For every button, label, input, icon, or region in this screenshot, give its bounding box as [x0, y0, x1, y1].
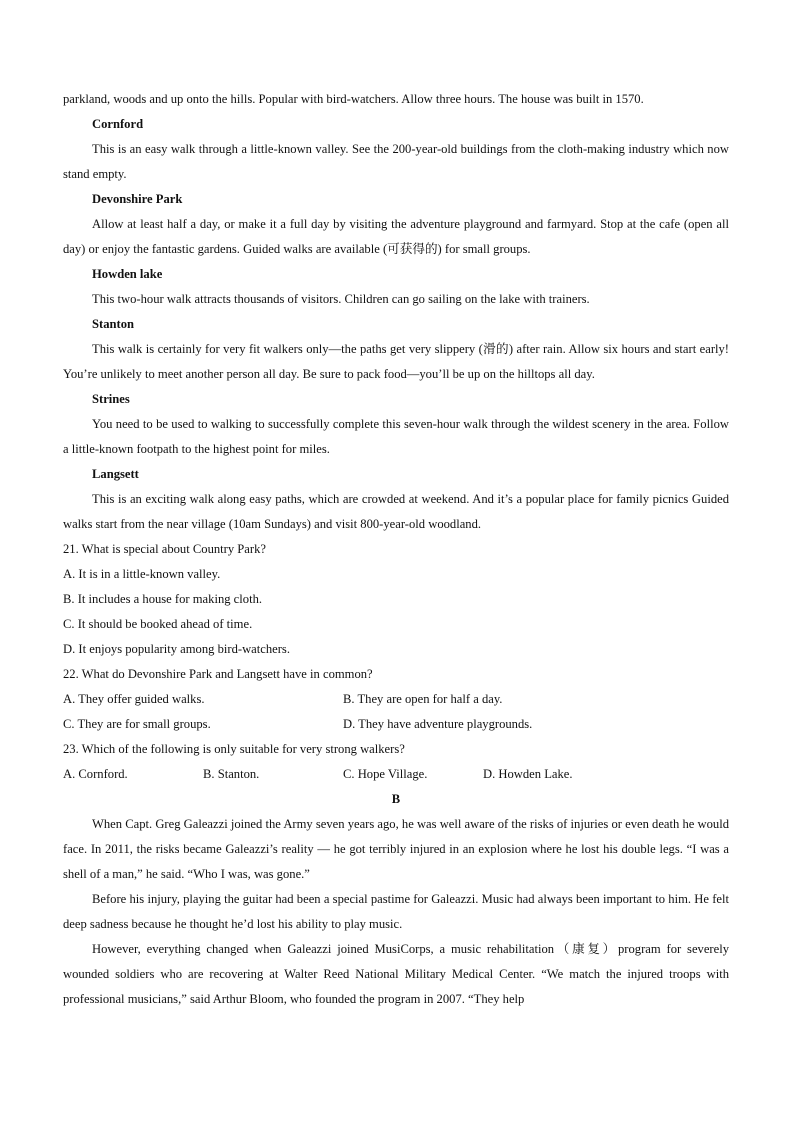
- passage-b-paragraph-3: However, everything changed when Galeazzi joined MusiCorps, a music rehabilitation（康复）program for severely wounded soldiers who are recovering at Walter Reed National Military Medical Center. “We match the injured troops with professional musicians,” said Arthur Bloom, who founded the program in 2007. “They help: [63, 942, 729, 1006]
- q23-option-d: D. Howden Lake.: [483, 767, 573, 781]
- question-23: 23. Which of the following is only suitable for very strong walkers?: [63, 742, 405, 756]
- q23-option-a: A. Cornford.: [63, 767, 128, 781]
- q22-options-row-1: [63, 687, 729, 712]
- q21-option-d: D. It enjoys popularity among bird-watchers.: [63, 642, 290, 656]
- walk-text-howden-lake: This two-hour walk attracts thousands of visitors. Children can go sailing on the lake with trainers.: [92, 292, 590, 306]
- question-21: 21. What is special about Country Park?: [63, 542, 266, 556]
- q22-option-d: D. They have adventure playgrounds.: [343, 717, 533, 731]
- walk-heading-howden-lake: Howden lake: [92, 267, 163, 281]
- walk-text-cornford: This is an easy walk through a little-known valley. See the 200-year-old buildings from the cloth-making industry which now stand empty.: [63, 142, 729, 181]
- q23-option-b: B. Stanton.: [203, 767, 260, 781]
- q22-option-a: A. They offer guided walks.: [63, 692, 205, 706]
- question-22: 22. What do Devonshire Park and Langsett have in common?: [63, 667, 373, 681]
- intro-tail: parkland, woods and up onto the hills. Popular with bird-watchers. Allow three hours. The house was built in 1570.: [63, 92, 644, 106]
- walk-text-langsett: This is an exciting walk along easy paths, which are crowded at weekend. And it’s a popular place for family picnics Guided walks start from the near village (10am Sundays) and visit 800-year-old woodland.: [63, 492, 729, 531]
- passage-b-paragraph-1: When Capt. Greg Galeazzi joined the Army seven years ago, he was well aware of the risks of injuries or even death he would face. In 2011, the risks became Galeazzi’s reality — he got terribly injured in an explosion where he lost his double legs. “I was a shell of a man,” he said. “Who I was, was gone.”: [63, 817, 729, 881]
- passage-b-paragraph-2: Before his injury, playing the guitar had been a special pastime for Galeazzi. Music had always been important to him. He felt deep sadness because he thought he’d lost his ability to play music.: [63, 892, 729, 931]
- walk-heading-cornford: Cornford: [92, 117, 144, 131]
- q21-option-a: A. It is in a little-known valley.: [63, 567, 221, 581]
- section-b-title: B: [391, 792, 401, 806]
- walk-heading-stanton: Stanton: [92, 317, 134, 331]
- q23-options-row: [63, 762, 729, 787]
- document-page: [63, 87, 729, 1012]
- walk-text-strines: You need to be used to walking to successfully complete this seven-hour walk through the wildest scenery in the area. Follow a little-known footpath to the highest point for miles.: [63, 417, 729, 456]
- q22-option-c: C. They are for small groups.: [63, 717, 211, 731]
- q21-option-c: C. It should be booked ahead of time.: [63, 617, 253, 631]
- walk-text-stanton: This walk is certainly for very fit walkers only—the paths get very slippery (滑的) after rain. Allow six hours and start early! You’re unlikely to meet another person all day. Be sure to pack food—you’ll be up on the hilltops all day.: [63, 342, 729, 381]
- walk-heading-langsett: Langsett: [92, 467, 139, 481]
- q22-options-row-2: [63, 712, 729, 737]
- q21-option-b: B. It includes a house for making cloth.: [63, 592, 263, 606]
- q22-option-b: B. They are open for half a day.: [343, 692, 503, 706]
- walk-text-devonshire-park: Allow at least half a day, or make it a full day by visiting the adventure playground and farmyard. Stop at the cafe (open all day) or enjoy the fantastic gardens. Guided walks are available (可获得的) for small groups.: [63, 217, 729, 256]
- walk-heading-strines: Strines: [92, 392, 130, 406]
- q23-option-c: C. Hope Village.: [343, 767, 428, 781]
- walk-heading-devonshire-park: Devonshire Park: [92, 192, 183, 206]
